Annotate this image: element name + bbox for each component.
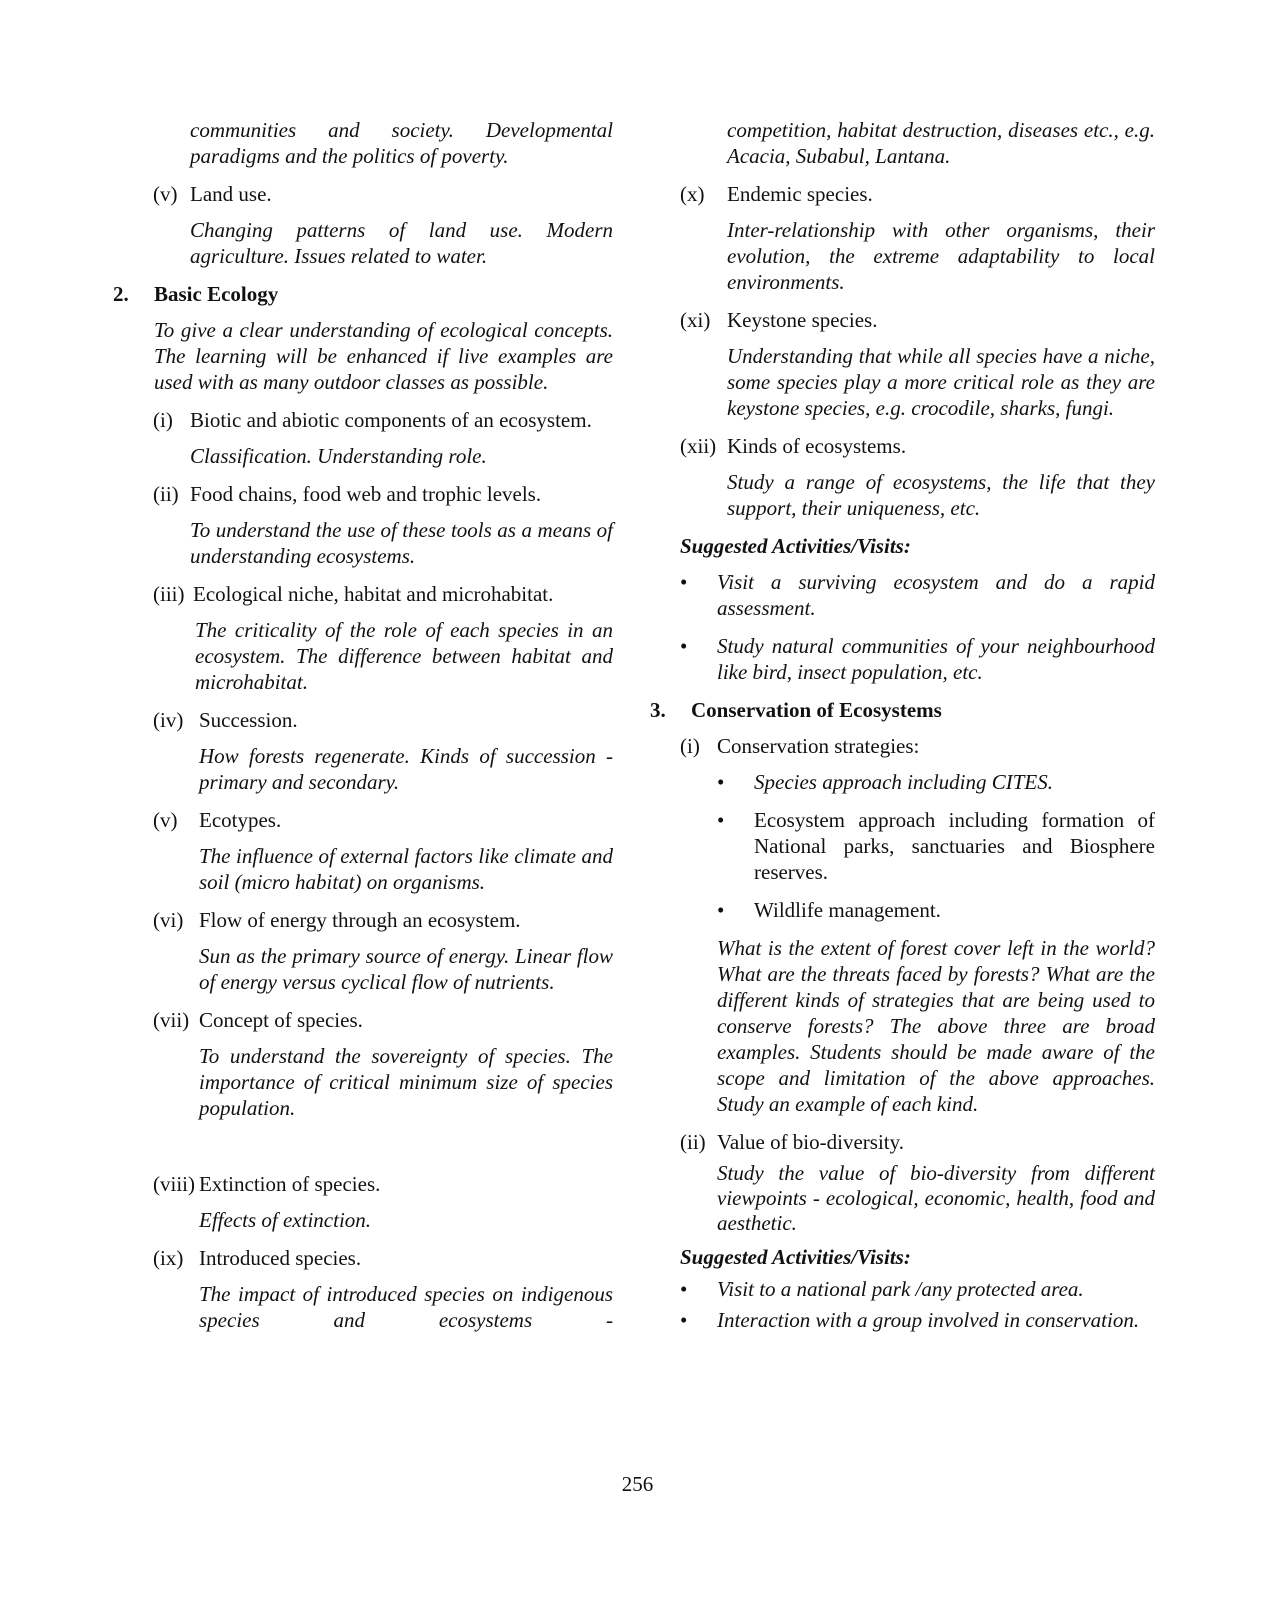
list-item bbox=[680, 181, 1155, 207]
item-description: Sun as the primary source of energy. Linear flow of energy versus cyclical flow of nutrients. bbox=[199, 944, 613, 994]
activity-text: Visit a surviving ecosystem and do a rapid assessment. bbox=[717, 570, 1155, 620]
item-number: (x) bbox=[680, 182, 705, 206]
item-description: Study a range of ecosystems, the life that they support, their uniqueness, etc. bbox=[727, 470, 1155, 520]
suggested-activities bbox=[650, 1244, 1155, 1333]
section3-items bbox=[650, 733, 1155, 1236]
section-intro: To give a clear understanding of ecological concepts. The learning will be enhanced if live examples are used with as many outdoor classes as possible. bbox=[154, 318, 613, 394]
item-description: Classification. Understanding role. bbox=[190, 444, 487, 468]
right-items bbox=[650, 181, 1155, 521]
activity-bullet bbox=[680, 569, 1155, 621]
item-number: (ii) bbox=[153, 482, 179, 506]
item-number: (iv) bbox=[153, 708, 184, 732]
item-number: (xii) bbox=[680, 434, 717, 458]
item-number: (v) bbox=[153, 808, 178, 832]
strategy-bullet bbox=[717, 897, 1155, 923]
item-title: Ecological niche, habitat and microhabitat. bbox=[193, 582, 554, 606]
bullet-icon: • bbox=[717, 770, 725, 794]
continued-block bbox=[650, 117, 1155, 169]
strategy-text: Wildlife management. bbox=[754, 898, 941, 922]
list-item bbox=[153, 707, 613, 733]
activities-heading: Suggested Activities/Visits: bbox=[680, 534, 911, 558]
item-number: (iii) bbox=[153, 582, 185, 606]
list-item bbox=[153, 481, 613, 507]
bullet-icon: • bbox=[680, 570, 688, 594]
strategy-bullet bbox=[717, 769, 1155, 795]
continued-text: competition, habitat destruction, diseases etc., e.g. Acacia, Subabul, Lantana. bbox=[727, 118, 1155, 168]
section-heading bbox=[650, 697, 1155, 723]
section2-items bbox=[113, 407, 613, 1333]
item-title: Food chains, food web and trophic levels. bbox=[190, 482, 542, 506]
item-description: To understand the sovereignty of species. The importance of critical minimum size of species population. bbox=[199, 1044, 613, 1120]
activity-text: Visit to a national park /any protected area. bbox=[717, 1277, 1084, 1301]
continued-text: communities and society. Developmental paradigms and the politics of poverty. bbox=[190, 118, 613, 168]
strategy-text: Species approach including CITES. bbox=[754, 770, 1054, 794]
activities-heading: Suggested Activities/Visits: bbox=[680, 1245, 911, 1269]
left-column bbox=[113, 117, 613, 1345]
item-description: Study the value of bio-diversity from different viewpoints - ecological, economic, health, food and aesthetic. bbox=[717, 1161, 1155, 1235]
list-item bbox=[680, 1129, 1155, 1155]
list-item bbox=[153, 807, 613, 833]
item-title: Biotic and abiotic components of an ecosystem. bbox=[190, 408, 592, 432]
item-title: Endemic species. bbox=[727, 182, 873, 206]
list-item bbox=[153, 1245, 613, 1271]
activity-bullet bbox=[680, 1276, 1155, 1302]
page-number: 256 bbox=[621, 1472, 654, 1496]
item-number: (vi) bbox=[153, 908, 184, 932]
item-title: Succession. bbox=[199, 708, 298, 732]
item-title: Value of bio-diversity. bbox=[717, 1130, 905, 1154]
list-item bbox=[153, 407, 613, 433]
item-number: (i) bbox=[153, 408, 173, 432]
item-description: Understanding that while all species have a niche, some species play a more critical role as they are keystone species, e.g. crocodile, sharks, fungi. bbox=[727, 344, 1155, 420]
activity-bullet bbox=[680, 633, 1155, 685]
section-title: Basic Ecology bbox=[154, 282, 279, 306]
strategy-bullet bbox=[717, 807, 1155, 885]
list-item bbox=[153, 1171, 613, 1197]
strategy-bullets bbox=[680, 769, 1155, 923]
item-description: Effects of extinction. bbox=[199, 1208, 372, 1232]
item-description: The influence of external factors like climate and soil (micro habitat) on organisms. bbox=[199, 844, 613, 894]
continued-block bbox=[113, 117, 613, 169]
activity-bullet bbox=[680, 1308, 1155, 1333]
list-item bbox=[153, 581, 613, 607]
item-title: Ecotypes. bbox=[199, 808, 282, 832]
item-description: The criticality of the role of each species in an ecosystem. The difference between habitat and microhabitat. bbox=[195, 618, 613, 694]
suggested-activities bbox=[650, 533, 1155, 685]
list-item bbox=[680, 307, 1155, 333]
item-description: How forests regenerate. Kinds of succession - primary and secondary. bbox=[199, 744, 613, 794]
item-title: Introduced species. bbox=[199, 1246, 362, 1270]
item-title: Keystone species. bbox=[727, 308, 878, 332]
item-description: The impact of introduced species on indigenous species and ecosystems - bbox=[199, 1282, 613, 1332]
item-number: (ix) bbox=[153, 1246, 184, 1270]
bullet-icon: • bbox=[680, 1277, 688, 1301]
item-number: (viii) bbox=[153, 1172, 195, 1196]
list-item bbox=[680, 733, 1155, 759]
item-title: Flow of energy through an ecosystem. bbox=[199, 908, 521, 932]
item-title: Extinction of species. bbox=[199, 1172, 381, 1196]
bullet-icon: • bbox=[717, 898, 725, 922]
list-item bbox=[153, 1007, 613, 1033]
section-number: 2. bbox=[113, 282, 129, 306]
land-use-item bbox=[113, 181, 613, 269]
item-number: (v) bbox=[153, 182, 178, 206]
bullet-icon: • bbox=[680, 1308, 688, 1332]
item-description: Inter-relationship with other organisms, their evolution, the extreme adaptability to local environments. bbox=[727, 218, 1155, 294]
section-heading bbox=[113, 281, 613, 307]
list-item bbox=[680, 433, 1155, 459]
section-title: Conservation of Ecosystems bbox=[691, 698, 942, 722]
item-number: (ii) bbox=[680, 1130, 706, 1154]
right-column bbox=[650, 117, 1155, 1345]
item-description: What is the extent of forest cover left in the world? What are the threats faced by forests? What are the different kinds of strategies that are being used to conserve forests? The above three are broad examples. Students should be made aware of the scope and limitation of the above approaches. Study an example of each kind. bbox=[717, 936, 1155, 1116]
item-title: Kinds of ecosystems. bbox=[727, 434, 907, 458]
item-title: Conservation strategies: bbox=[717, 734, 920, 758]
item-description: Changing patterns of land use. Modern agriculture. Issues related to water. bbox=[190, 218, 613, 268]
bullet-icon: • bbox=[717, 808, 725, 832]
item-number: (i) bbox=[680, 734, 700, 758]
item-title: Land use. bbox=[190, 182, 272, 206]
item-title: Concept of species. bbox=[199, 1008, 363, 1032]
item-number: (xi) bbox=[680, 308, 711, 332]
activity-text: Study natural communities of your neighbourhood like bird, insect population, etc. bbox=[717, 634, 1155, 684]
list-item bbox=[153, 907, 613, 933]
strategy-text: Ecosystem approach including formation of National parks, sanctuaries and Biosphere reserves. bbox=[754, 808, 1155, 884]
item-number: (vii) bbox=[153, 1008, 190, 1032]
item-description: To understand the use of these tools as a means of understanding ecosystems. bbox=[190, 518, 613, 568]
section-number: 3. bbox=[650, 698, 666, 722]
activity-text: Interaction with a group involved in conservation. bbox=[717, 1308, 1140, 1332]
bullet-icon: • bbox=[680, 634, 688, 658]
